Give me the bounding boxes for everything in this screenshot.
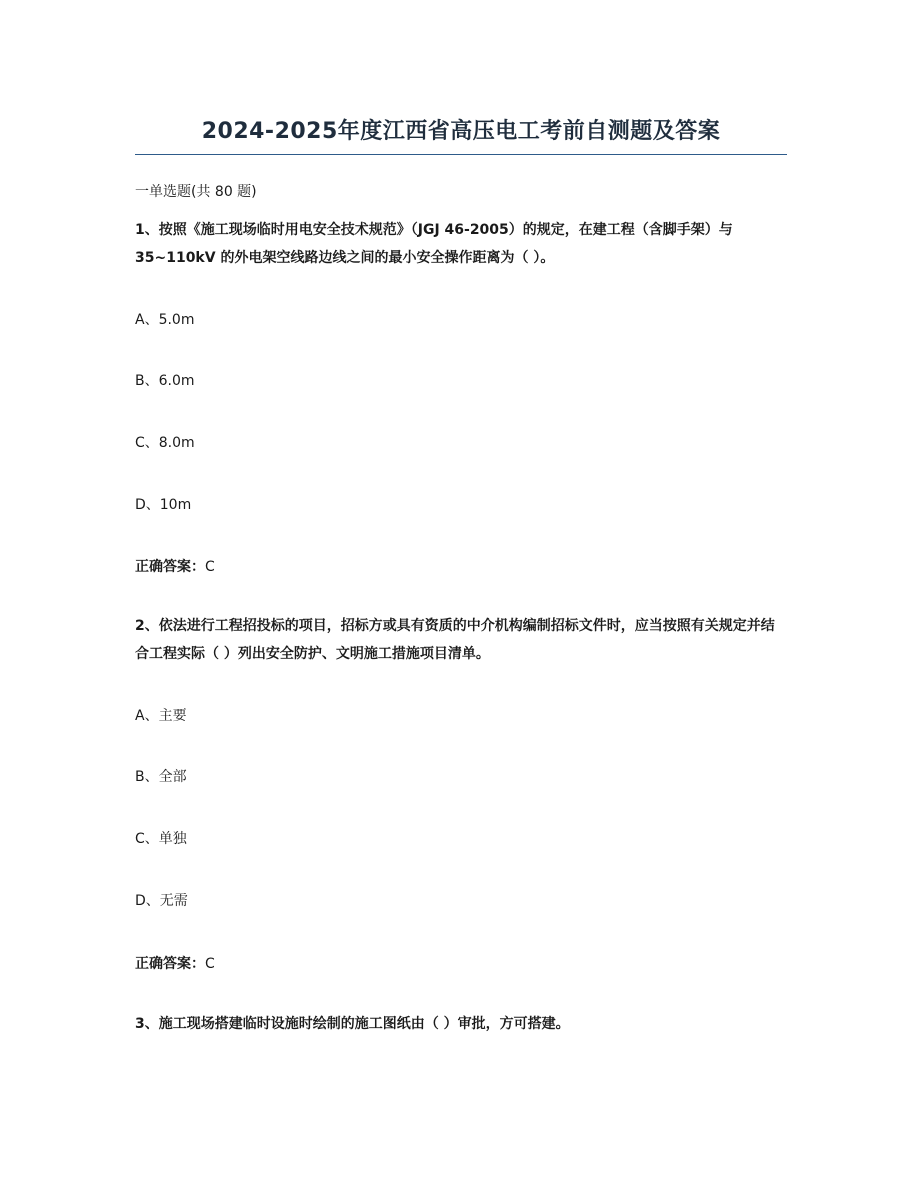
question-1-option-d: D、10m bbox=[135, 497, 192, 513]
question-1-text: 1、按照《施工现场临时用电安全技术规范》（JGJ 46-2005）的规定，在建工程（含脚手架）与 35~110kV 的外电架空线路边线之间的最小安全操作距离为（ ）。 bbox=[135, 222, 733, 266]
answer-value: C bbox=[205, 956, 215, 972]
question-1-option-b: B、6.0m bbox=[135, 373, 195, 389]
question-1-option-c: C、8.0m bbox=[135, 435, 195, 451]
question-2-option-b: B、全部 bbox=[135, 769, 187, 785]
question-2-option-c: C、单独 bbox=[135, 831, 187, 847]
answer-label: 正确答案： bbox=[135, 956, 205, 972]
title-divider bbox=[135, 154, 787, 155]
answer-label: 正确答案： bbox=[135, 559, 205, 575]
question-3-text: 3、施工现场搭建临时设施时绘制的施工图纸由（ ）审批，方可搭建。 bbox=[135, 1016, 570, 1032]
question-2-answer bbox=[135, 953, 215, 973]
question-2-text: 2、依法进行工程招投标的项目，招标方或具有资质的中介机构编制招标文件时，应当按照有关规定并结合工程实际（ ）列出安全防护、文明施工措施项目清单。 bbox=[135, 618, 775, 662]
question-1-answer bbox=[135, 556, 215, 576]
question-2-option-a: A、主要 bbox=[135, 708, 187, 724]
answer-value: C bbox=[205, 559, 215, 575]
question-2-option-d: D、无需 bbox=[135, 893, 188, 909]
section-heading: 一单选题(共 80 题) bbox=[135, 184, 257, 200]
document-title: 2024-2025年度江西省高压电工考前自测题及答案 bbox=[201, 119, 721, 144]
question-1-option-a: A、5.0m bbox=[135, 312, 195, 328]
